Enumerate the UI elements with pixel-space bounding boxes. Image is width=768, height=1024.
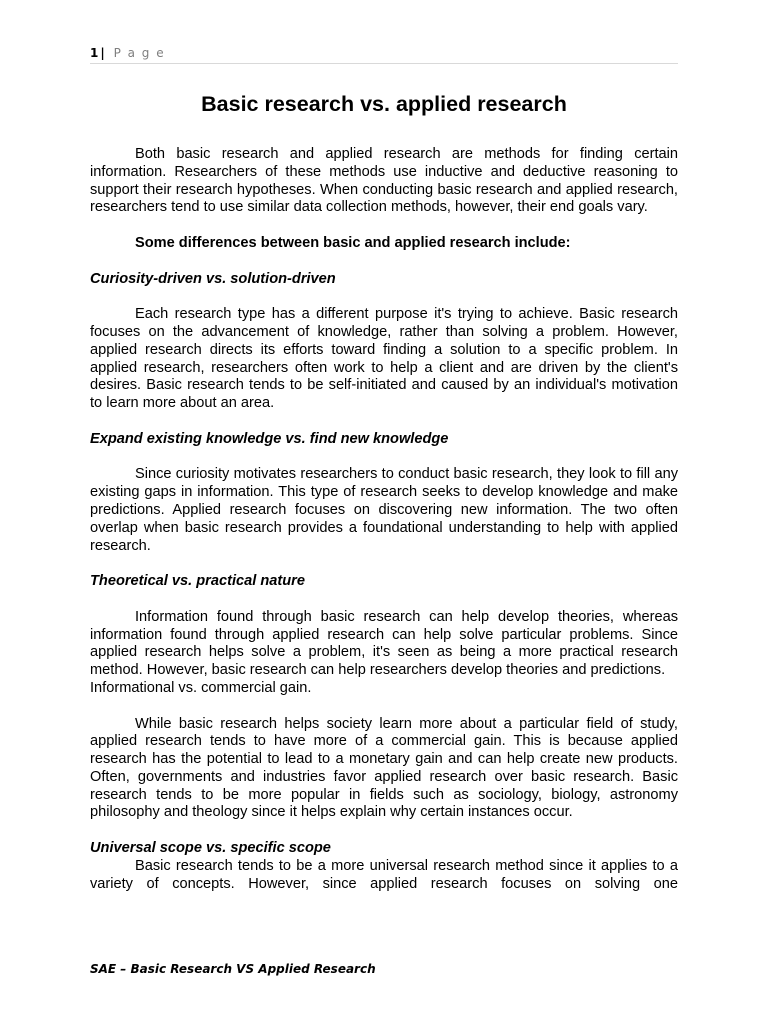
page-header bbox=[90, 46, 678, 64]
paragraph-curiosity: Each research type has a different purpose it's trying to achieve. Basic research focuses on the advancement of knowledge, rather than solving a problem. However, applied research directs its efforts toward finding a solution to a specific problem. In applied research, researchers often work to help a client and are driven by the client's desires. Basic research tends to be self-initiated and caused by an individual's motivation to learn more about an area. bbox=[90, 306, 678, 412]
document-title: Basic research vs. applied research bbox=[201, 92, 567, 116]
page-label: P a g e bbox=[113, 46, 166, 60]
section-heading-knowledge: Expand existing knowledge vs. find new knowledge bbox=[90, 430, 449, 447]
paragraph-knowledge: Since curiosity motivates researchers to conduct basic research, they look to fill any existing gaps in information. This type of research seeks to develop knowledge and make predictions. Applied research focuses on discovering new information. The two often overlap when basic research provides a foundational understanding to help with applied research. bbox=[90, 466, 678, 554]
section-heading-theoretical: Theoretical vs. practical nature bbox=[90, 573, 305, 590]
section-heading-curiosity: Curiosity-driven vs. solution-driven bbox=[90, 270, 336, 287]
section-heading-informational: Informational vs. commercial gain. bbox=[90, 679, 312, 696]
paragraph-informational: While basic research helps society learn more about a particular field of study, applied research tends to have more of a commercial gain. This is because applied research has the potential to lead to a monetary gain and can help create new products. Often, governments and industries favor applied research over basic research. Basic research tends to be more popular in fields such as sociology, biology, astronomy philosophy and theology since it helps explain why certain instances occur. bbox=[90, 715, 678, 821]
paragraph-theoretical: Information found through basic research can help develop theories, whereas information found through applied research can help solve particular problems. Since applied research helps solve a problem, it's seen as being a more practical research method. However, basic research can help researchers develop theories and predictions. bbox=[90, 608, 678, 679]
page-separator: | bbox=[100, 46, 107, 60]
paragraph-scope: Basic research tends to be a more universal research method since it applies to a variety of concepts. However, since applied research focuses on solving one bbox=[90, 857, 678, 892]
differences-heading: Some differences between basic and applied research include: bbox=[135, 234, 571, 251]
section-heading-scope: Universal scope vs. specific scope bbox=[90, 840, 331, 857]
intro-paragraph: Both basic research and applied research are methods for finding certain information. Researchers of these methods use inductive and deductive reasoning to support their research hypotheses. When conducting basic research and applied research, researchers tend to use similar data collection methods, however, their end goals vary. bbox=[90, 146, 678, 216]
document-body bbox=[90, 146, 678, 893]
page-number: 1 bbox=[90, 46, 99, 60]
page-footer: SAE – Basic Research VS Applied Research bbox=[90, 962, 376, 976]
